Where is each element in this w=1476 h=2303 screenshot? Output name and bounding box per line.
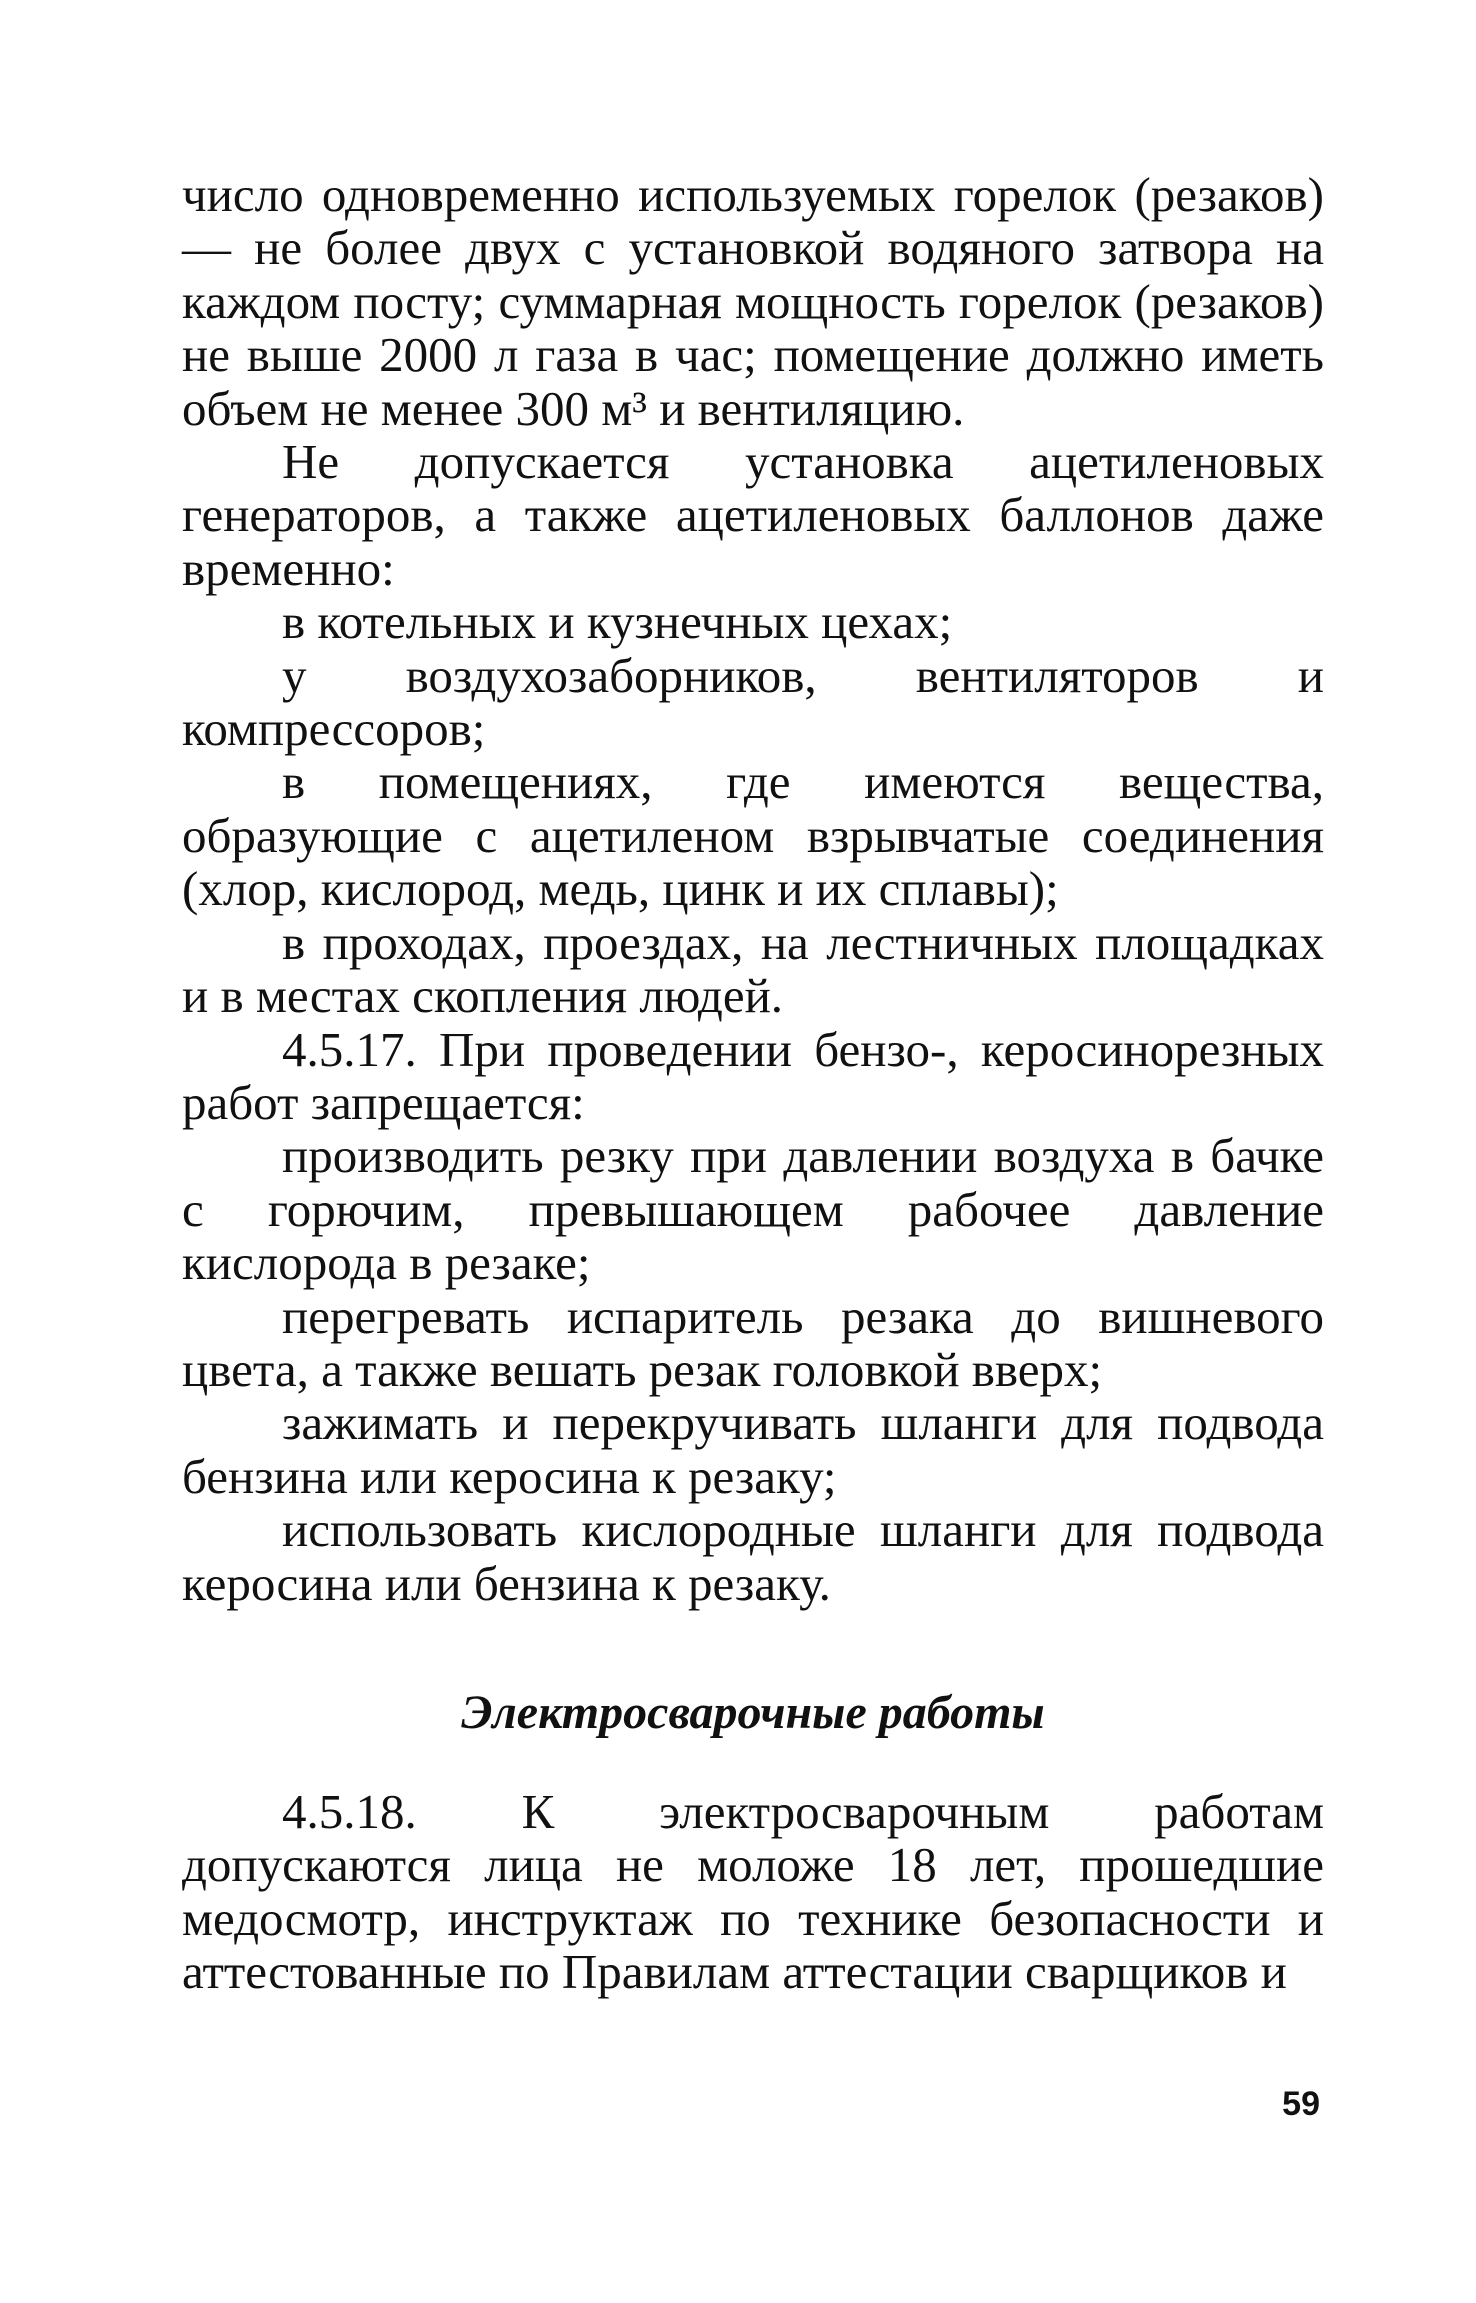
body-text (182, 168, 1324, 1610)
page-number: 59 (1282, 2085, 1320, 2123)
section-body (182, 1785, 1324, 1999)
clause-paragraph: 4.5.18. К электросварочным работам допускаются лица не моложе 18 лет, прошедшие медосмотр, инструктаж по технике безопасности и аттестованные по Правилам аттестации сварщиков и (182, 1784, 1324, 2000)
paragraph: Не допускается установка ацетиленовых генераторов, а также ацетиленовых баллонов даже временно: (182, 434, 1324, 596)
list-item: в проходах, проездах, на лестничных площадках и в местах скопления людей. (182, 914, 1324, 1024)
list-item: у воздухозаборников, вентиляторов и компрессоров; (182, 647, 1324, 757)
list-item: использовать кислородные шланги для подвода керосина или бензина к резаку. (182, 1502, 1324, 1611)
list-item: в котельных и кузнечных цехах; (282, 594, 953, 650)
list-item: производить резку при давлении воздуха в бачке с горючим, превышающем рабочее давление кислорода в резаке; (182, 1128, 1324, 1291)
clause-paragraph: 4.5.17. При проведении бензо-, керосинорезных работ запрещается: (182, 1021, 1324, 1130)
list-item: зажимать и перекручивать шланги для подвода бензина или керосина к резаку; (182, 1395, 1324, 1504)
list-item: в помещениях, где имеются вещества, образующие с ацетиленом взрывчатые соединения (хлор, кислород, медь, цинк и их сплавы); (182, 754, 1324, 917)
section-heading: Электросварочные работы (461, 1686, 1045, 1739)
paragraph: число одновременно используемых горелок (резаков) — не более двух с установкой водяного затвора на каждом посту; суммарная мощность горелок (резаков) не выше 2000 л газа в час; помещение должно иметь объем не менее 300 м³ и вентиляцию. (182, 167, 1324, 436)
list-item: перегревать испаритель резака до вишневого цвета, а также вешать резак головкой вверх; (182, 1288, 1324, 1397)
